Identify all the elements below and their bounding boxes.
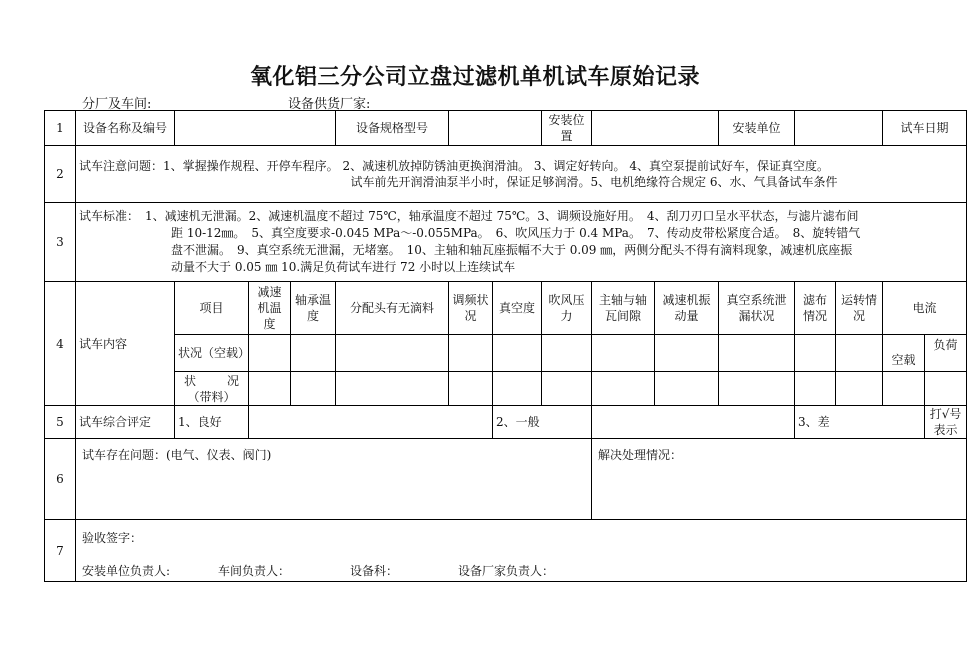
noload-vacuum-leak[interactable] [719, 335, 795, 372]
row-number: 6 [45, 439, 76, 520]
trial-content-label: 试车内容 [76, 282, 175, 406]
rating-fair[interactable]: 2、一般 [493, 406, 592, 439]
workshop-signature[interactable]: 车间负责人： [218, 564, 291, 578]
header-running: 运转情况 [836, 282, 883, 335]
state-noload-label: 状况（空载） [175, 335, 249, 372]
load-vacuum-leak[interactable] [719, 372, 795, 406]
row-number: 5 [45, 406, 76, 439]
row-number: 4 [45, 282, 76, 406]
noload-blow-pressure[interactable] [542, 335, 592, 372]
load-current-load[interactable] [925, 372, 967, 406]
noload-cloth[interactable] [795, 335, 836, 372]
standards-line-2: 距 10-12㎜。 5、真空度要求-0.045 MPa～-0.055MPa。 6、吹风压力于 0.4 MPa。 7、传动皮带松紧度合适。 8、旋转错气 [171, 226, 861, 240]
noload-reducer-vibration[interactable] [655, 335, 719, 372]
row-4-load [45, 372, 967, 406]
trial-date-label: 试车日期 [883, 111, 967, 146]
standards-line-4: 动量不大于 0.05 ㎜ 10.满足负荷试车进行 72 小时以上连续试车 [171, 260, 516, 274]
equipment-name-field[interactable] [175, 111, 336, 146]
supplier-label: 设备供货厂家: [288, 97, 371, 112]
trial-problems[interactable] [76, 439, 592, 520]
header-reducer-vibration: 减速机振动量 [655, 282, 719, 335]
load-distributor[interactable] [336, 372, 449, 406]
load-current-noload[interactable] [883, 372, 925, 406]
load-blow-pressure[interactable] [542, 372, 592, 406]
row-5 [45, 406, 967, 439]
equipment-spec-field[interactable] [449, 111, 542, 146]
row-7 [45, 520, 967, 582]
header-current: 电流 [883, 282, 967, 335]
header-shaft-gap: 主轴与轴瓦间隙 [592, 282, 655, 335]
mark-hint: 打√号表示 [925, 406, 967, 439]
header-cloth: 滤布情况 [795, 282, 836, 335]
header-vacuum: 真空度 [493, 282, 542, 335]
rating-poor[interactable]: 3、差 [795, 406, 925, 439]
noload-running[interactable] [836, 335, 883, 372]
header-vacuum-leak: 真空系统泄漏状况 [719, 282, 795, 335]
rating-good-field[interactable] [249, 406, 493, 439]
equipment-dept-signature[interactable]: 设备科： [350, 564, 399, 578]
row-4-header [45, 282, 967, 335]
row-3 [45, 203, 967, 282]
row-number: 3 [45, 203, 76, 282]
trial-record-table [44, 110, 967, 582]
header-blow-pressure: 吹风压力 [542, 282, 592, 335]
noload-vacuum[interactable] [493, 335, 542, 372]
overall-evaluation-label: 试车综合评定 [76, 406, 175, 439]
load-shaft-gap[interactable] [592, 372, 655, 406]
header-reducer-temp: 减速机温度 [249, 282, 291, 335]
equipment-spec-label: 设备规格型号 [336, 111, 449, 146]
current-noload-label: 空载 [883, 335, 925, 372]
page-title: 氧化铝三分公司立盘过滤机单机试车原始记录 [249, 65, 700, 90]
workshop-label: 分厂及车间: [82, 97, 152, 112]
noload-vfd[interactable] [449, 335, 493, 372]
load-reducer-temp[interactable] [249, 372, 291, 406]
row-6 [45, 439, 967, 520]
state-load-label: 状 况 （带料） [175, 372, 249, 406]
trial-standards [76, 203, 967, 282]
solution-label: 解决处理情况： [598, 448, 683, 462]
installer-signature[interactable]: 安装单位负责人: [82, 564, 171, 578]
install-position-field[interactable] [592, 111, 719, 146]
row-number: 2 [45, 146, 76, 203]
signature-line [82, 563, 554, 579]
row-2 [45, 146, 967, 203]
rating-good[interactable]: 1、良好 [175, 406, 249, 439]
load-cloth[interactable] [795, 372, 836, 406]
acceptance-label: 验收签字： [82, 531, 143, 545]
header-bearing-temp: 轴承温度 [291, 282, 336, 335]
precautions-line-1: 试车注意问题：1、掌握操作规程、开停车程序。 2、减速机放掉防锈油更换润滑油。 3、调定好转向。 4、真空泵提前试好车，保证真空度。 [79, 159, 829, 173]
load-bearing-temp[interactable] [291, 372, 336, 406]
acceptance-signatures [76, 520, 967, 582]
load-vfd[interactable] [449, 372, 493, 406]
supplier-signature[interactable]: 设备厂家负责人： [458, 564, 555, 578]
load-reducer-vibration[interactable] [655, 372, 719, 406]
precautions-line-2: 试车前先开润滑油泵半小时，保证足够润滑。5、电机绝缘符合规定 6、水、气具备试车条件 [350, 175, 838, 189]
equipment-name-label: 设备名称及编号 [76, 111, 175, 146]
solution-status[interactable] [592, 439, 967, 520]
noload-shaft-gap[interactable] [592, 335, 655, 372]
rating-fair-field[interactable] [592, 406, 795, 439]
header-item: 项目 [175, 282, 249, 335]
row-4-noload [45, 335, 967, 372]
install-position-label: 安装位置 [542, 111, 592, 146]
row-1 [45, 111, 967, 146]
standards-line-3: 盘不泄漏。 9、真空系统无泄漏，无堵塞。 10、主轴和轴瓦座振幅不大于 0.09 ㎜，两侧分配头不得有滴料现象，减速机底座振 [171, 243, 853, 257]
load-vacuum[interactable] [493, 372, 542, 406]
row-number: 7 [45, 520, 76, 582]
noload-distributor[interactable] [336, 335, 449, 372]
header-distributor: 分配头有无滴料 [336, 282, 449, 335]
trial-precautions [76, 146, 967, 203]
install-unit-field[interactable] [795, 111, 883, 146]
install-unit-label: 安装单位 [719, 111, 795, 146]
noload-bearing-temp[interactable] [291, 335, 336, 372]
row-number: 1 [45, 111, 76, 146]
problems-label: 试车存在问题：(电气、仪表、阀门) [82, 448, 272, 462]
header-vfd: 调频状况 [449, 282, 493, 335]
noload-reducer-temp[interactable] [249, 335, 291, 372]
current-load-label: 负荷 [925, 335, 967, 372]
load-running[interactable] [836, 372, 883, 406]
standards-line-1: 试车标准： 1、减速机无泄漏。2、减速机温度不超过 75℃，轴承温度不超过 75℃。3、调频设施好用。 4、刮刀刃口呈水平状态，与滤片滤布间 [79, 209, 859, 223]
